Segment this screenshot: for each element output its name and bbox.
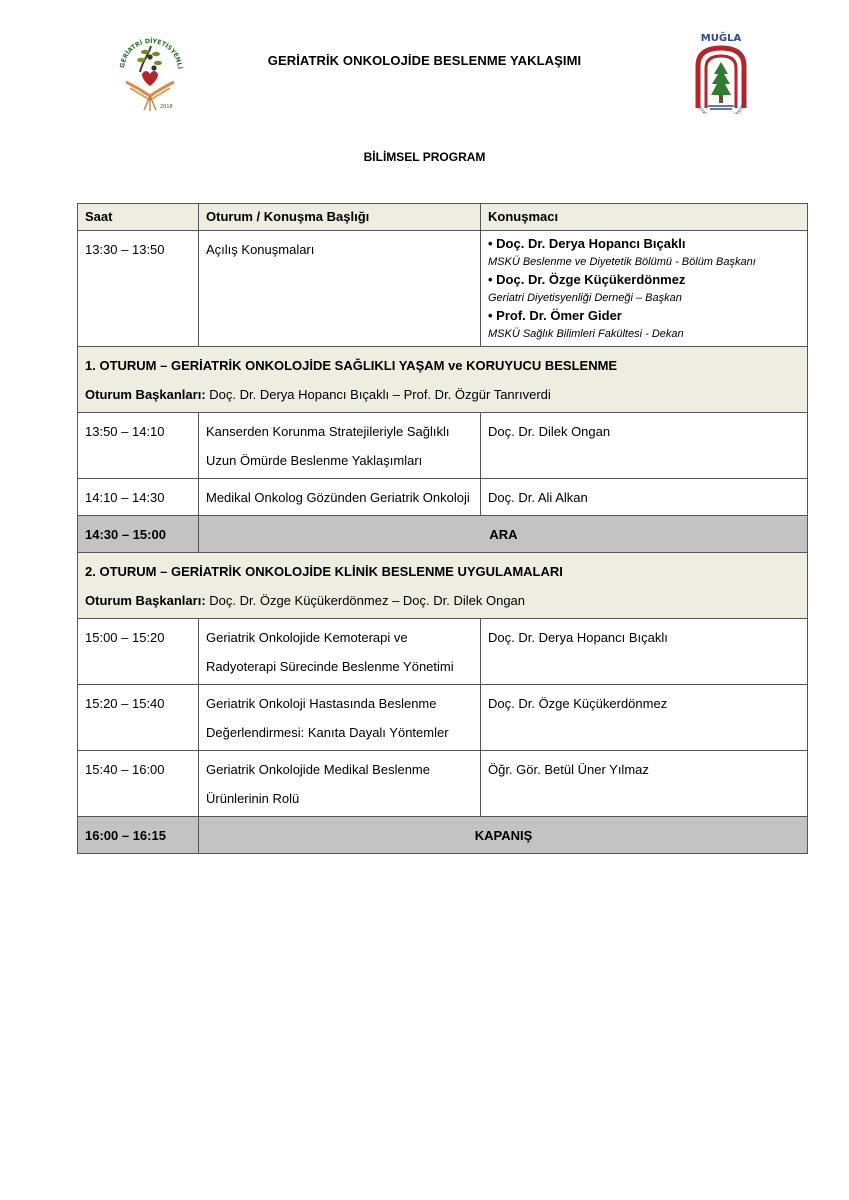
closing-label: KAPANIŞ (199, 817, 808, 854)
time-cell: 14:30 – 15:00 (78, 516, 199, 553)
table-row (78, 751, 808, 817)
university-logo (692, 30, 750, 114)
closing-row (78, 817, 808, 854)
time-cell: 15:40 – 16:00 (78, 751, 199, 817)
table-row (78, 619, 808, 685)
document-title: GERİATRİK ONKOLOJİDE BESLENME YAKLAŞIMI (267, 53, 582, 68)
title-cell: Geriatrik Onkolojide Kemoterapi ve Radyoterapi Sürecinde Beslenme Yönetimi (199, 619, 481, 685)
program-heading: BİLİMSEL PROGRAM (363, 150, 486, 164)
logo-brand-text: MUĞLA (700, 33, 742, 44)
session-chairs-label: Oturum Başkanları: (85, 593, 206, 608)
table-row (78, 413, 808, 479)
table-header-row (78, 204, 808, 231)
time-cell: 16:00 – 16:15 (78, 817, 199, 854)
speaker-affiliation: MSKÜ Beslenme ve Diyetetik Bölümü - Bölüm Başkanı (488, 256, 756, 268)
speaker-cell: Doç. Dr. Özge Küçükerdönmez (481, 685, 808, 751)
logo-year: 2018 (160, 104, 173, 110)
title-cell: Geriatrik Onkolojide Medikal Beslenme Ürünlerinin Rolü (199, 751, 481, 817)
speaker-affiliation: MSKÜ Sağlık Bilimleri Fakültesi - Dekan (488, 328, 684, 340)
logo-ring-text: SITKI RSİTESİ (697, 101, 747, 114)
session-cell (78, 553, 808, 619)
session-cell (78, 347, 808, 413)
break-label: ARA (199, 516, 808, 553)
speaker-cell: Doç. Dr. Dilek Ongan (481, 413, 808, 479)
speaker-cell: Doç. Dr. Ali Alkan (481, 479, 808, 516)
session-title: 1. OTURUM – GERİATRİK ONKOLOJİDE SAĞLIKLI YAŞAM ve KORUYUCU BESLENME (85, 358, 618, 373)
speaker-cell: Öğr. Gör. Betül Üner Yılmaz (481, 751, 808, 817)
session-chairs: Doç. Dr. Özge Küçükerdönmez – Doç. Dr. Dilek Ongan (205, 593, 526, 608)
session-1-header (78, 347, 808, 413)
title-cell: Açılış Konuşmaları (199, 231, 481, 347)
time-cell: 14:10 – 14:30 (78, 479, 199, 516)
speaker-name: • Doç. Dr. Derya Hopancı Bıçaklı (488, 236, 686, 251)
university-logo-icon (692, 30, 750, 114)
session-chairs: Doç. Dr. Derya Hopancı Bıçaklı – Prof. Dr. Özgür Tanrıverdi (205, 387, 551, 402)
program-table (77, 203, 808, 854)
society-logo (112, 24, 190, 114)
time-cell: 15:20 – 15:40 (78, 685, 199, 751)
society-logo-icon (112, 24, 190, 114)
logo-ring-text: GERİATRİ DİYETİSYENLİ (119, 37, 183, 70)
table-row-opening (78, 231, 808, 347)
table-row (78, 479, 808, 516)
session-chairs-label: Oturum Başkanları: (85, 387, 206, 402)
title-cell: Geriatrik Onkoloji Hastasında Beslenme Değerlendirmesi: Kanıta Dayalı Yöntemler (199, 685, 481, 751)
time-cell: 13:30 – 13:50 (78, 231, 199, 347)
speaker-cell: Doç. Dr. Derya Hopancı Bıçaklı (481, 619, 808, 685)
session-2-header (78, 553, 808, 619)
table-row (78, 685, 808, 751)
speaker-affiliation: Geriatri Diyetisyenliği Derneği – Başkan (488, 292, 682, 304)
column-header-speaker: Konuşmacı (481, 204, 808, 231)
title-cell: Medikal Onkolog Gözünden Geriatrik Onkoloji (199, 479, 481, 516)
speaker-name: • Doç. Dr. Özge Küçükerdönmez (488, 272, 686, 287)
column-header-time: Saat (78, 204, 199, 231)
time-cell: 13:50 – 14:10 (78, 413, 199, 479)
session-title: 2. OTURUM – GERİATRİK ONKOLOJİDE KLİNİK BESLENME UYGULAMALARI (85, 564, 563, 579)
speaker-cell (481, 231, 808, 347)
break-row (78, 516, 808, 553)
title-cell: Kanserden Korunma Stratejileriyle Sağlıklı Uzun Ömürde Beslenme Yaklaşımları (199, 413, 481, 479)
column-header-title: Oturum / Konuşma Başlığı (199, 204, 481, 231)
time-cell: 15:00 – 15:20 (78, 619, 199, 685)
speaker-name: • Prof. Dr. Ömer Gider (488, 308, 622, 323)
